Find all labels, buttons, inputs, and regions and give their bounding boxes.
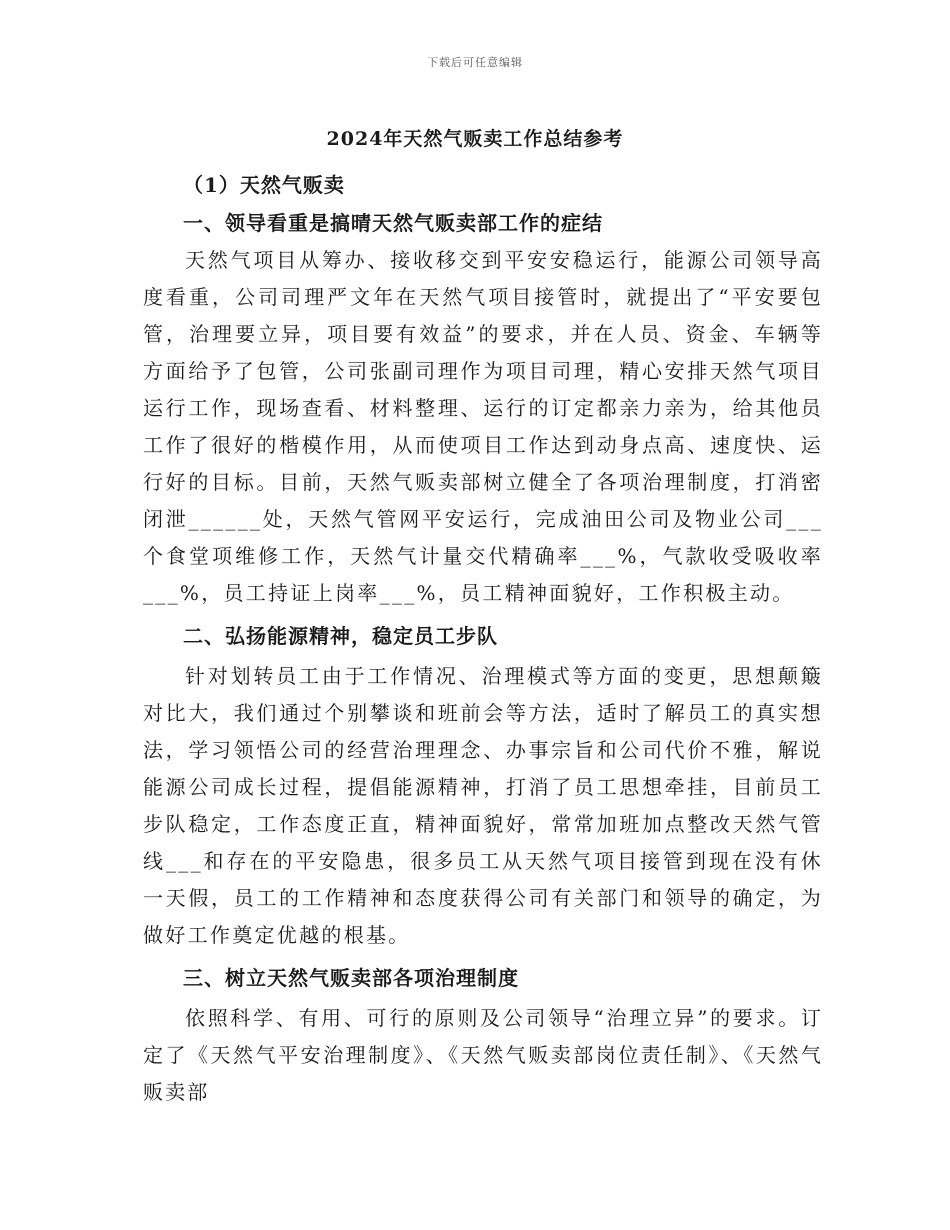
section-heading-1: 一、领导看重是搞晴天然气贩卖部工作的症结 xyxy=(183,211,603,235)
section-label: （1）天然气贩卖 xyxy=(183,173,345,197)
section-heading-2: 二、弘扬能源精神，稳定员工步队 xyxy=(183,624,498,648)
document-body xyxy=(143,167,823,1111)
section-paragraph-2: 针对划转员工由于工作情况、治理模式等方面的变更，思想颠簸对比大，我们通过个别攀谈和班前会等方法，适时了解员工的真实想法，学习领悟公司的经营治理理念、办事宗旨和公司代价不雅，解说能源公司成长过程，提倡能源精神，打消了员工思想牵挂，目前员工步队稳定，工作态度正直，精神面貌好，常常加班加点整改天然气管线___和存在的平安隐患，很多员工从天然气项目接管到现在没有休一天假，员工的工作精神和态度获得公司有关部门和领导的确定，为做好工作奠定优越的根基。 xyxy=(143,664,823,947)
section-paragraph-1: 天然气项目从筹办、接收移交到平安安稳运行，能源公司领导高度看重，公司司理严文年在天然气项目接管时，就提出了“平安要包管，治理要立异，项目要有效益”的要求，并在人员、资金、车辆等方面给予了包管，公司张副司理作为项目司理，精心安排天然气项目运行工作，现场查看、材料整理、运行的订定都亲力亲为，给其他员工作了很好的楷模作用，从而使项目工作达到动身点高、速度快、运行好的目标。目前，天然气贩卖部树立健全了各项治理制度，打消密闭泄______处，天然气管网平安运行，完成油田公司及物业公司___个食堂项维修工作，天然气计量交代精确率___%，气款收受吸收率___%，员工持证上岗率___%，员工精神面貌好，工作积极主动。 xyxy=(143,248,823,605)
section-heading-3: 三、树立天然气贩卖部各项治理制度 xyxy=(183,966,519,990)
header-note: 下载后可任意编辑 xyxy=(427,56,523,69)
document-title: 2024年天然气贩卖工作总结参考 xyxy=(326,128,624,150)
section-paragraph-3: 依照科学、有用、可行的原则及公司领导“治理立异”的要求。订定了《天然气平安治理制度》、《天然气贩卖部岗位责任制》、《天然气贩卖部 xyxy=(143,1006,823,1104)
